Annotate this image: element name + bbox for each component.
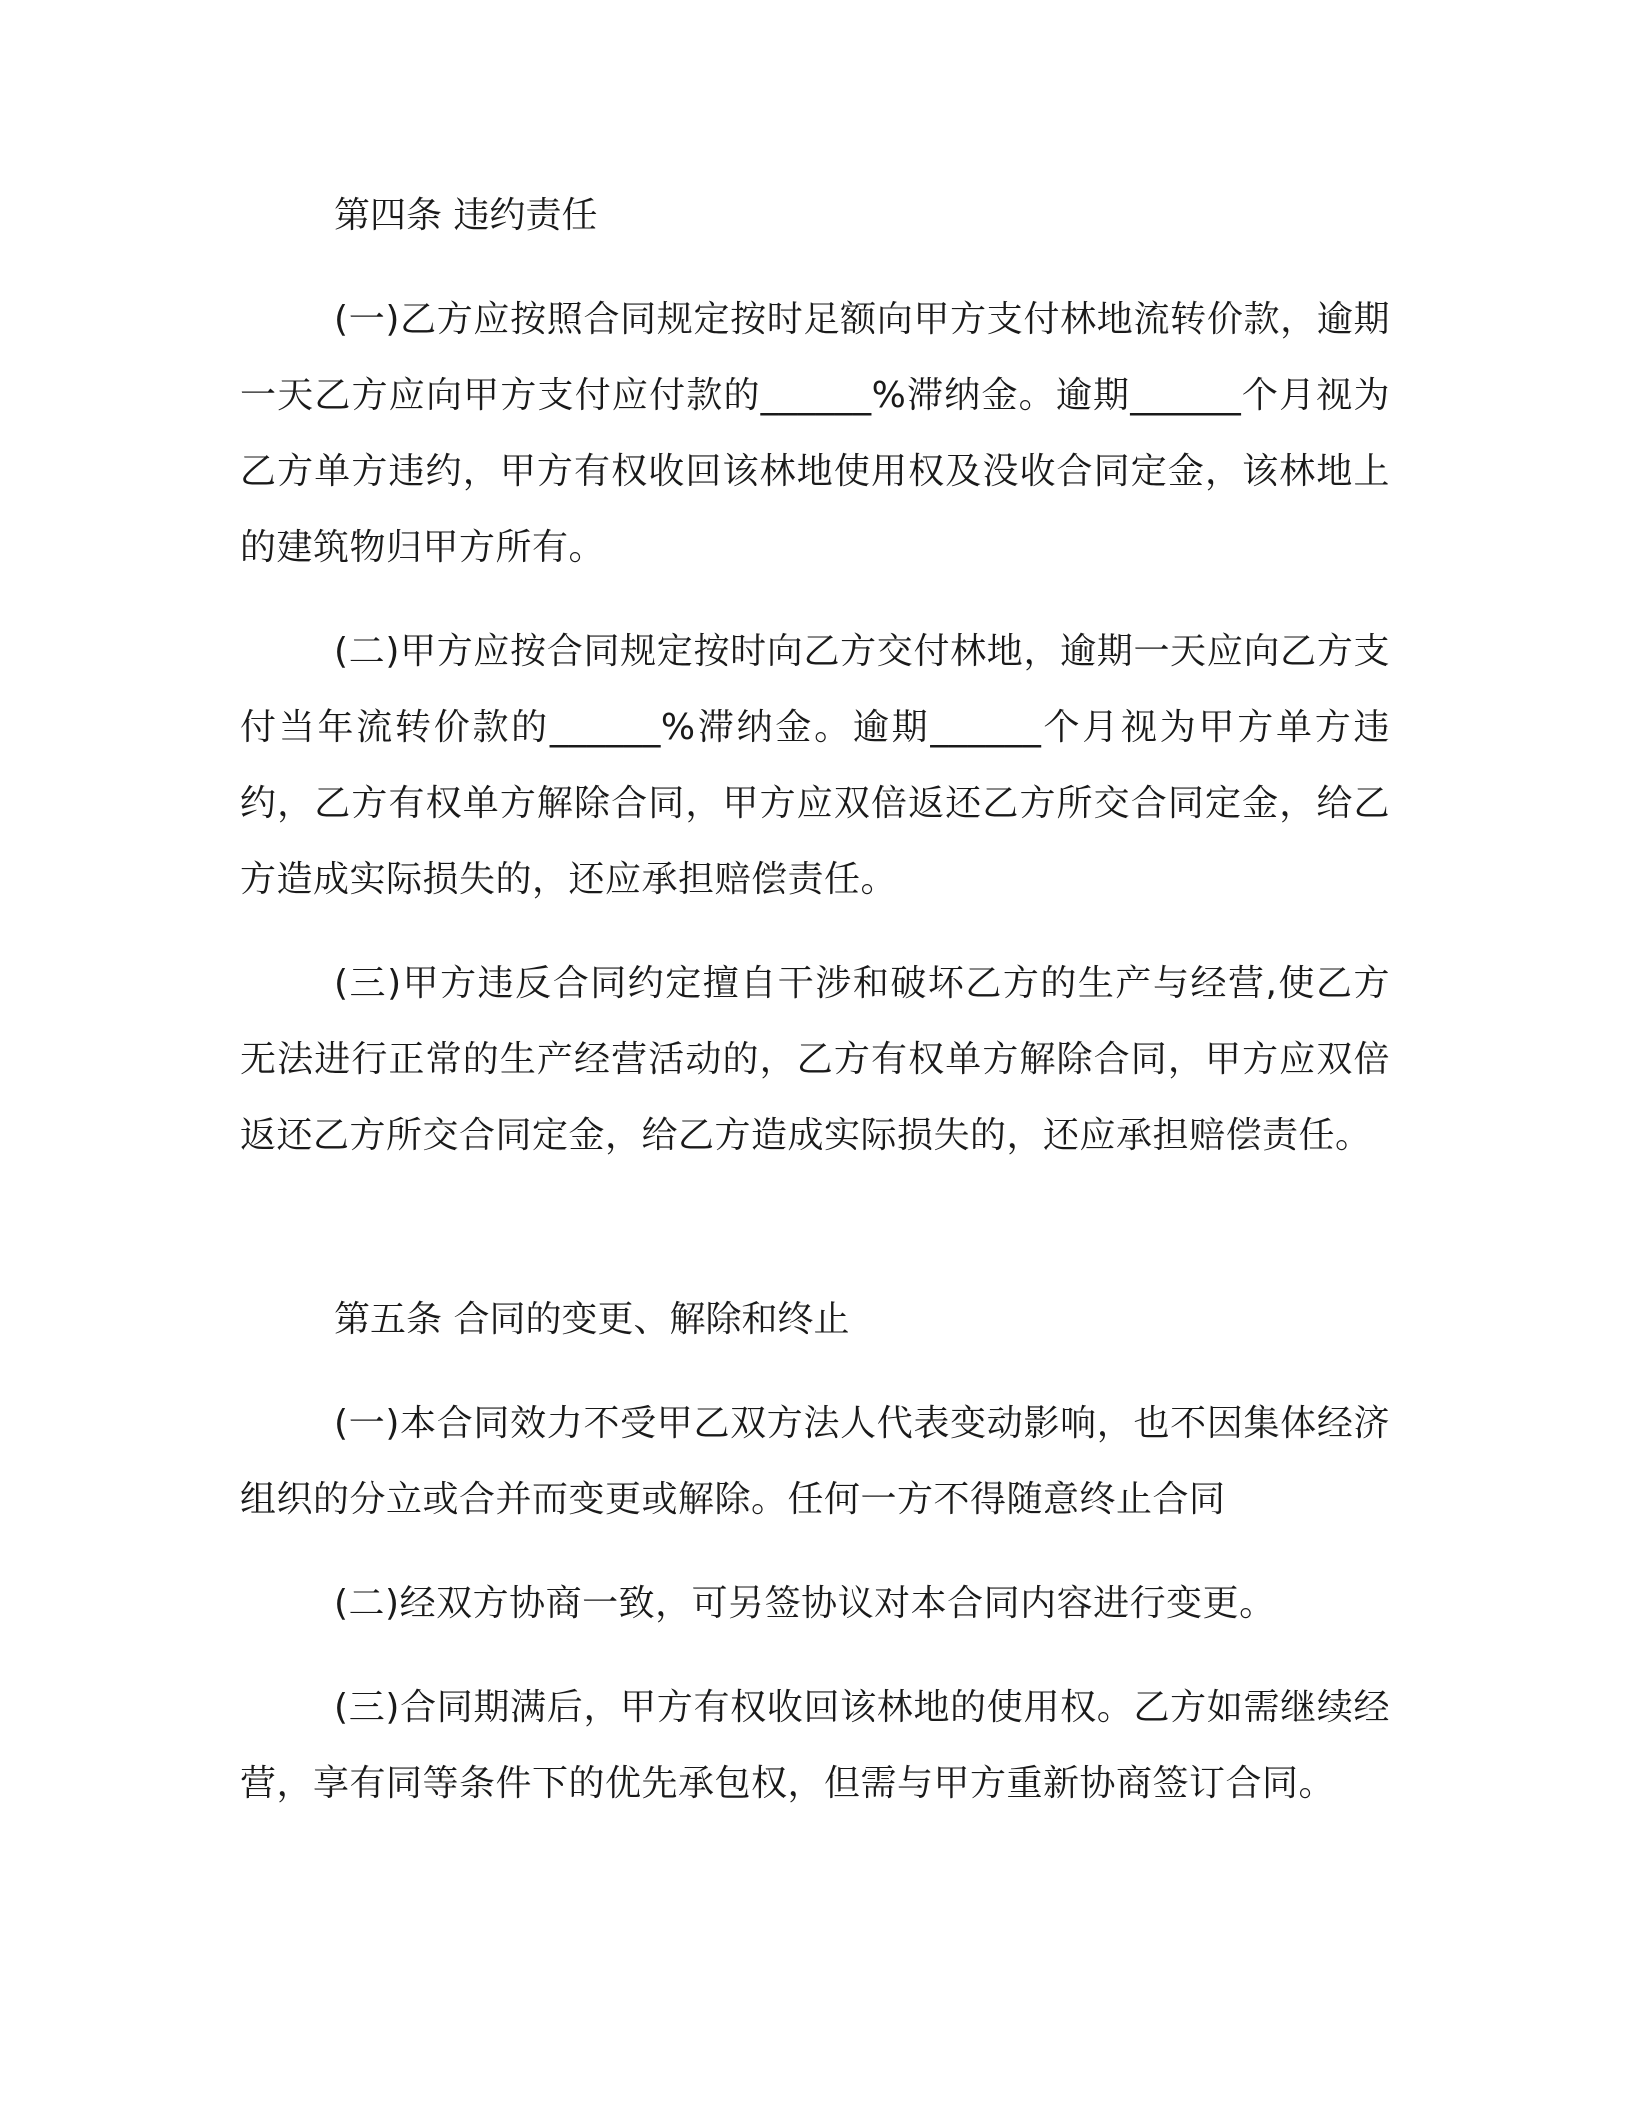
article-5-clause-3: (三)合同期满后，甲方有权收回该林地的使用权。乙方如需继续经营，享有同等条件下的优先承包权，但需与甲方重新协商签订合同。 xyxy=(240,1687,1390,1804)
article-4-heading: 第四条 违约责任 xyxy=(334,195,598,236)
article-4-clause-2: (二)甲方应按合同规定按时向乙方交付林地，逾期一天应向乙方支付当年流转价款的______%滞纳金。逾期______个月视为甲方单方违约，乙方有权单方解除合同，甲方应双倍返还乙方所交合同定金，给乙方造成实际损失的，还应承担赔偿责任。 xyxy=(240,631,1390,900)
article-5-clause-1: (一)本合同效力不受甲乙双方法人代表变动影响，也不因集体经济组织的分立或合并而变更或解除。任何一方不得随意终止合同 xyxy=(240,1403,1390,1520)
article-4-clause-1: (一)乙方应按照合同规定按时足额向甲方支付林地流转价款，逾期一天乙方应向甲方支付应付款的______%滞纳金。逾期______个月视为乙方单方违约，甲方有权收回该林地使用权及没收合同定金，该林地上的建筑物归甲方所有。 xyxy=(240,299,1390,568)
article-5-clause-2: (二)经双方协商一致，可另签协议对本合同内容进行变更。 xyxy=(334,1583,1276,1624)
article-4-clause-3: (三)甲方违反合同约定擅自干涉和破坏乙方的生产与经营,使乙方无法进行正常的生产经营活动的，乙方有权单方解除合同，甲方应双倍返还乙方所交合同定金，给乙方造成实际损失的，还应承担赔偿责任。 xyxy=(240,963,1390,1156)
article-5-heading: 第五条 合同的变更、解除和终止 xyxy=(334,1299,850,1340)
